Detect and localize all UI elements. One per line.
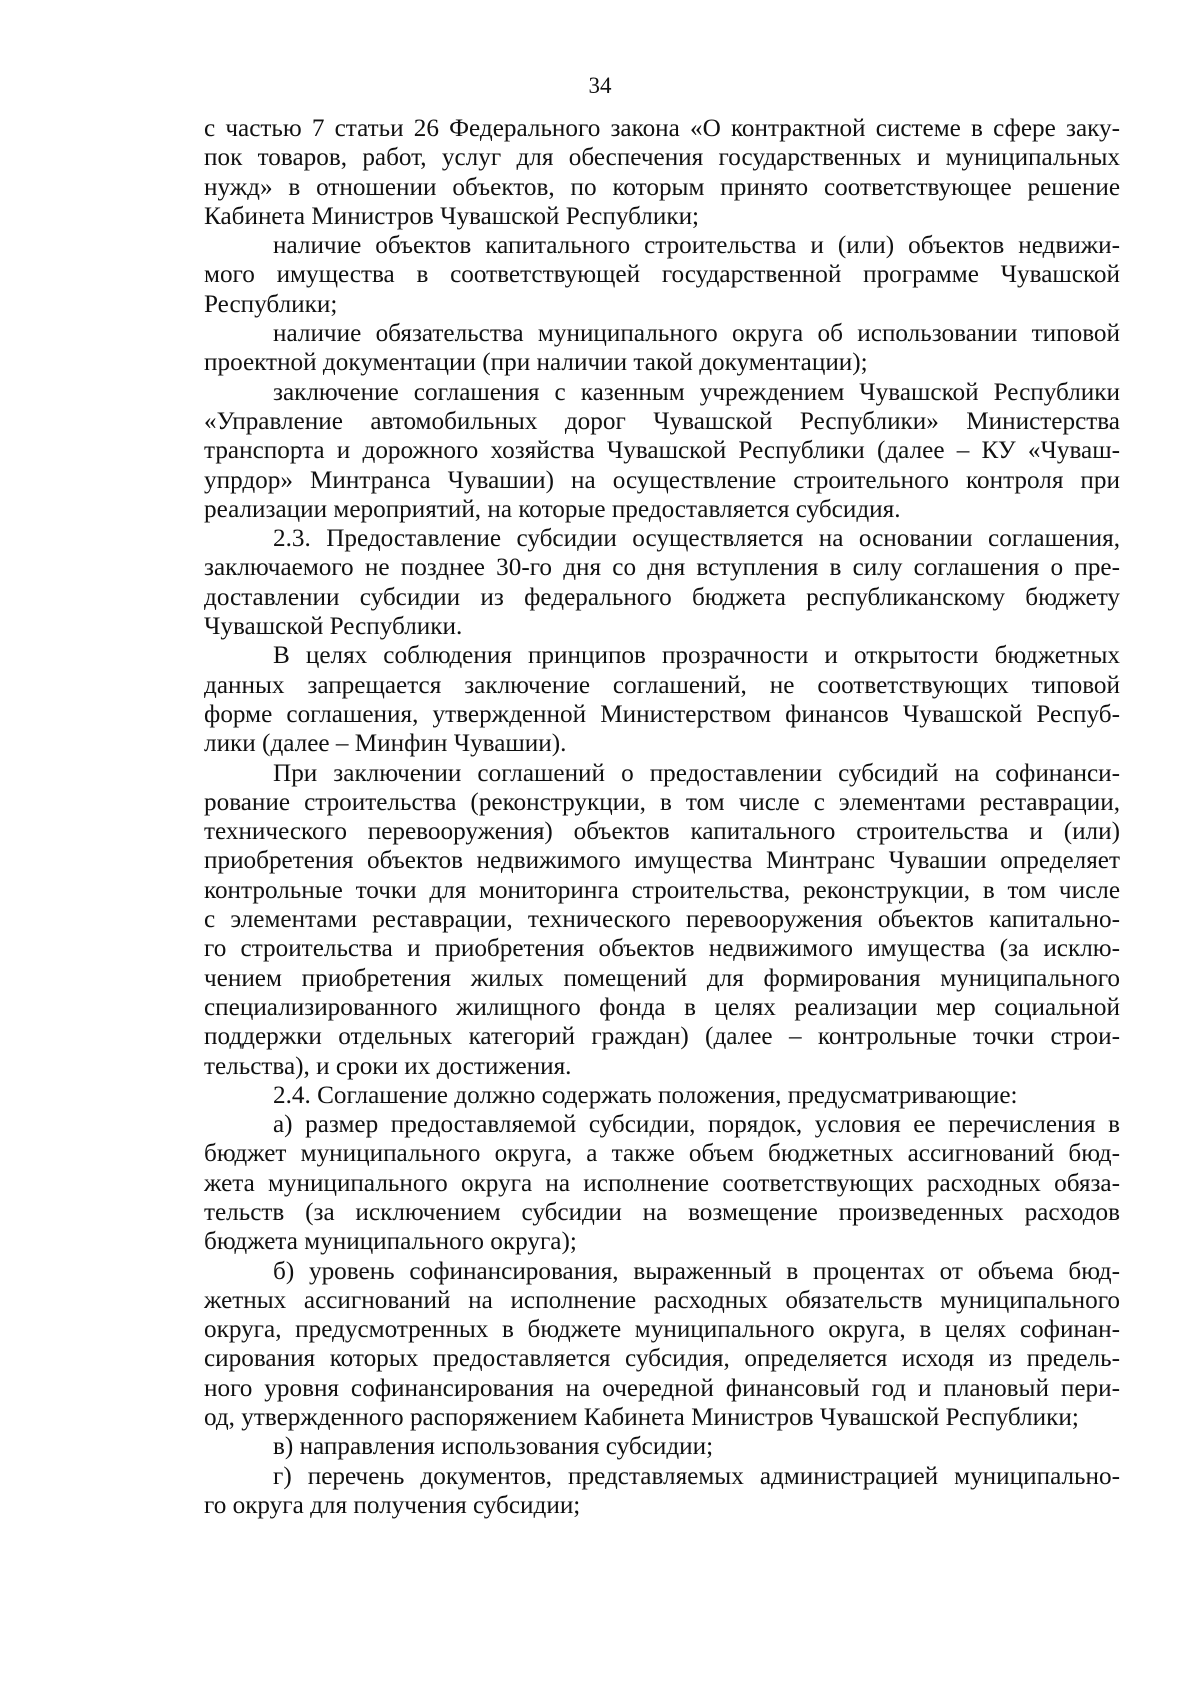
text-line: 2.4. Соглашение должно содержать положения, предусматривающие: (273, 1081, 1018, 1109)
text-line: заключение соглашения с казенным учреждением Чувашской Республики (273, 378, 1120, 406)
text-line: го строительства и приобретения объектов недвижимого имущества (за исклю- (204, 935, 1120, 963)
text-line: форме соглашения, утвержденной Министерством финансов Чувашской Респуб- (204, 700, 1120, 728)
text-line: жета муниципального округа на исполнение соответствующих расходных обяза- (204, 1169, 1120, 1197)
text-line: Кабинета Министров Чувашской Республики; (204, 202, 700, 230)
text-line: «Управление автомобильных дорог Чувашской Республики» Министерства (204, 407, 1120, 435)
paragraph (204, 231, 1120, 319)
paragraph (204, 524, 1120, 641)
text-line: чением приобретения жилых помещений для формирования муниципального (204, 964, 1120, 992)
text-line: данных запрещается заключение соглашений, не соответствующих типовой (204, 671, 1120, 699)
paragraph (204, 759, 1120, 1081)
text-line: поддержки отдельных категорий граждан) (далее – контрольные точки строи- (204, 1023, 1120, 1051)
paragraph (204, 1432, 1120, 1461)
text-line: приобретения объектов недвижимого имущества Минтранс Чувашии определяет (204, 847, 1120, 875)
paragraph (204, 1081, 1120, 1110)
text-line: транспорта и дорожного хозяйства Чувашской Республики (далее – КУ «Чуваш- (204, 437, 1120, 465)
paragraph (204, 1257, 1120, 1433)
text-line: а) размер предоставляемой субсидии, порядок, условия ее перечисления в (273, 1111, 1120, 1139)
text-line: с частью 7 статьи 26 Федерального закона «О контрактной системе в сфере заку- (204, 115, 1120, 142)
text-line: 2.3. Предоставление субсидии осуществляется на основании соглашения, (273, 525, 1120, 553)
text-line: сирования которых предоставляется субсидия, определяется исходя из предель- (204, 1345, 1120, 1373)
text-line: наличие обязательства муниципального округа об использовании типовой (273, 320, 1120, 348)
paragraph (204, 319, 1120, 378)
text-line: При заключении соглашений о предоставлении субсидий на софинанси- (273, 759, 1120, 787)
text-line: контрольные точки для мониторинга строительства, реконструкции, в том числе (204, 876, 1120, 904)
text-line: лики (далее – Минфин Чувашии). (204, 730, 567, 758)
text-line: нужд» в отношении объектов, по которым принято соответствующее решение (204, 173, 1120, 201)
text-line: б) уровень софинансирования, выраженный в процентах от объема бюд- (273, 1257, 1120, 1285)
text-line: В целях соблюдения принципов прозрачности и открытости бюджетных (273, 642, 1120, 670)
text-line: заключаемого не позднее 30-го дня со дня вступления в силу соглашения о пре- (204, 554, 1120, 582)
text-line: в) направления использования субсидии; (273, 1433, 714, 1461)
text-line: рование строительства (реконструкции, в том числе с элементами реставрации, (204, 788, 1120, 816)
paragraph (204, 1110, 1120, 1256)
text-line: проектной документации (при наличии такой документации); (204, 349, 868, 377)
paragraph (204, 114, 1120, 231)
text-line: бюджет муниципального округа, а также объем бюджетных ассигнований бюд- (204, 1140, 1120, 1168)
text-line: округа, предусмотренных в бюджете муниципального округа, в целях софинан- (204, 1316, 1120, 1344)
text-line: г) перечень документов, представляемых администрацией муниципально- (273, 1462, 1120, 1490)
text-line: упрдор» Минтранса Чувашии) на осуществление строительного контроля при (204, 466, 1120, 494)
text-line: го округа для получения субсидии; (204, 1491, 581, 1519)
paragraph (204, 378, 1120, 524)
text-line: тельств (за исключением субсидии на возмещение произведенных расходов (204, 1198, 1120, 1226)
paragraph (204, 1462, 1120, 1521)
text-line: од, утвержденного распоряжением Кабинета Министров Чувашской Республики; (204, 1404, 1079, 1432)
text-line: тельства), и сроки их достижения. (204, 1052, 572, 1080)
text-line: мого имущества в соответствующей государственной программе Чувашской (204, 261, 1120, 289)
text-line: Чувашской Республики. (204, 613, 463, 641)
text-line: с элементами реставрации, технического перевооружения объектов капитально- (204, 906, 1120, 934)
paragraph (204, 641, 1120, 758)
text-line: специализированного жилищного фонда в целях реализации мер социальной (204, 993, 1120, 1021)
document-body (204, 114, 1120, 1520)
text-line: жетных ассигнований на исполнение расходных обязательств муниципального (204, 1286, 1120, 1314)
text-line: Республики; (204, 290, 338, 318)
page-number: 34 (588, 73, 612, 98)
text-line: реализации мероприятий, на которые предоставляется субсидия. (204, 495, 901, 523)
text-line: доставлении субсидии из федерального бюджета республиканскому бюджету (204, 583, 1120, 611)
text-line: бюджета муниципального округа); (204, 1228, 577, 1256)
text-line: пок товаров, работ, услуг для обеспечения государственных и муниципальных (204, 144, 1120, 172)
text-line: технического перевооружения) объектов капитального строительства и (или) (204, 818, 1120, 846)
text-line: наличие объектов капитального строительства и (или) объектов недвижи- (273, 232, 1120, 260)
text-line: ного уровня софинансирования на очередной финансовый год и плановый пери- (204, 1374, 1120, 1402)
